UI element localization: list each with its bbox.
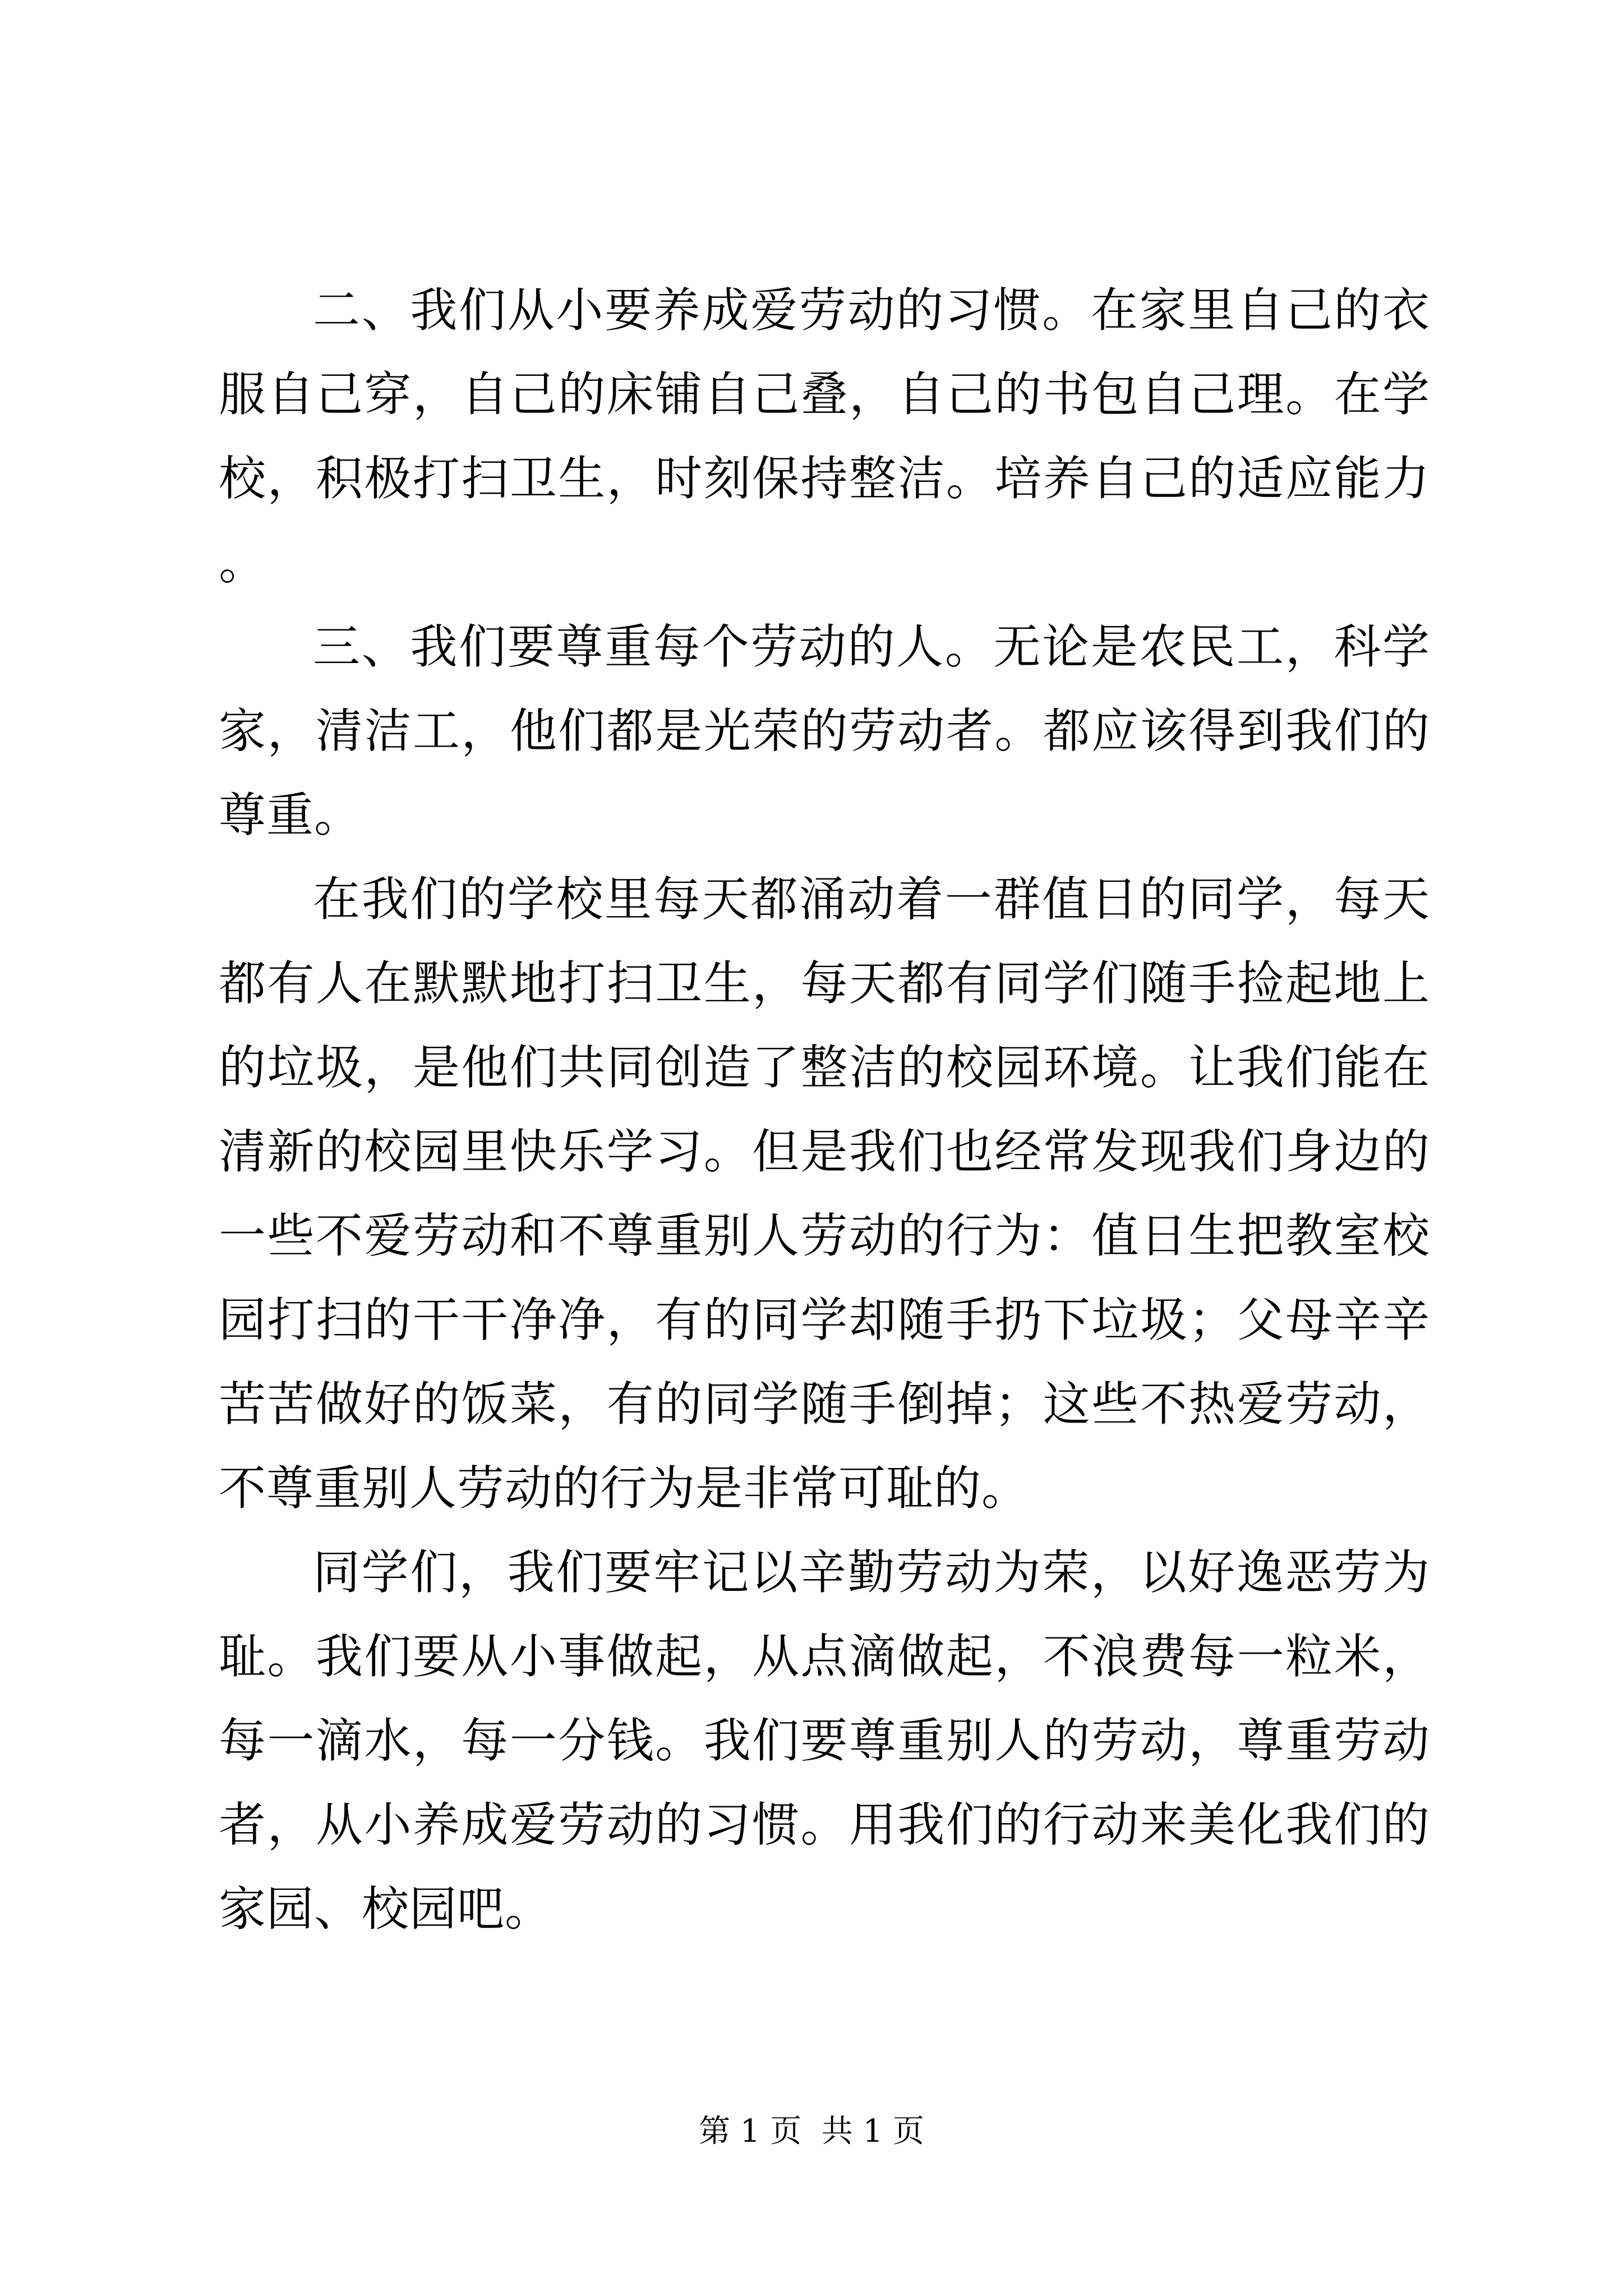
paragraph-4: 同学们，我们要牢记以辛勤劳动为荣，以好逸恶劳为耻。我们要从小事做起，从点滴做起，不浪费每一粒米，每一滴水，每一分钱。我们要尊重别人的劳动，尊重劳动者，从小养成爱劳动的习惯。用我们的行动来美化我们的家园、校园吧。 — [219, 1545, 1430, 1936]
paragraph-3: 在我们的学校里每天都涌动着一群值日的同学，每天都有人在默默地打扫卫生，每天都有同学们随手捡起地上的垃圾，是他们共同创造了整洁的校园环境。让我们能在清新的校园里快乐学习。但是我们也经常发现我们身边的一些不爱劳动和不尊重别人劳动的行为：值日生把教室校园打扫的干干净净，有的同学却随手扔下垃圾；父母辛辛苦苦做好的饭菜，有的同学随手倒掉；这些不热爱劳动，不尊重别人劳动的行为是非常可耻的。 — [219, 872, 1430, 1516]
page-footer: 第 1 页 共 1 页 — [698, 2113, 925, 2150]
document-body — [219, 268, 1430, 1951]
paragraph-2: 三、我们要尊重每个劳动的人。无论是农民工，科学家，清洁工，他们都是光荣的劳动者。都应该得到我们的尊重。 — [219, 619, 1430, 843]
paragraph-1: 二、我们从小要养成爱劳动的习惯。在家里自己的衣服自己穿，自己的床铺自己叠，自己的书包自己理。在学校，积极打扫卫生，时刻保持整洁。培养自己的适应能力。 — [219, 283, 1430, 590]
